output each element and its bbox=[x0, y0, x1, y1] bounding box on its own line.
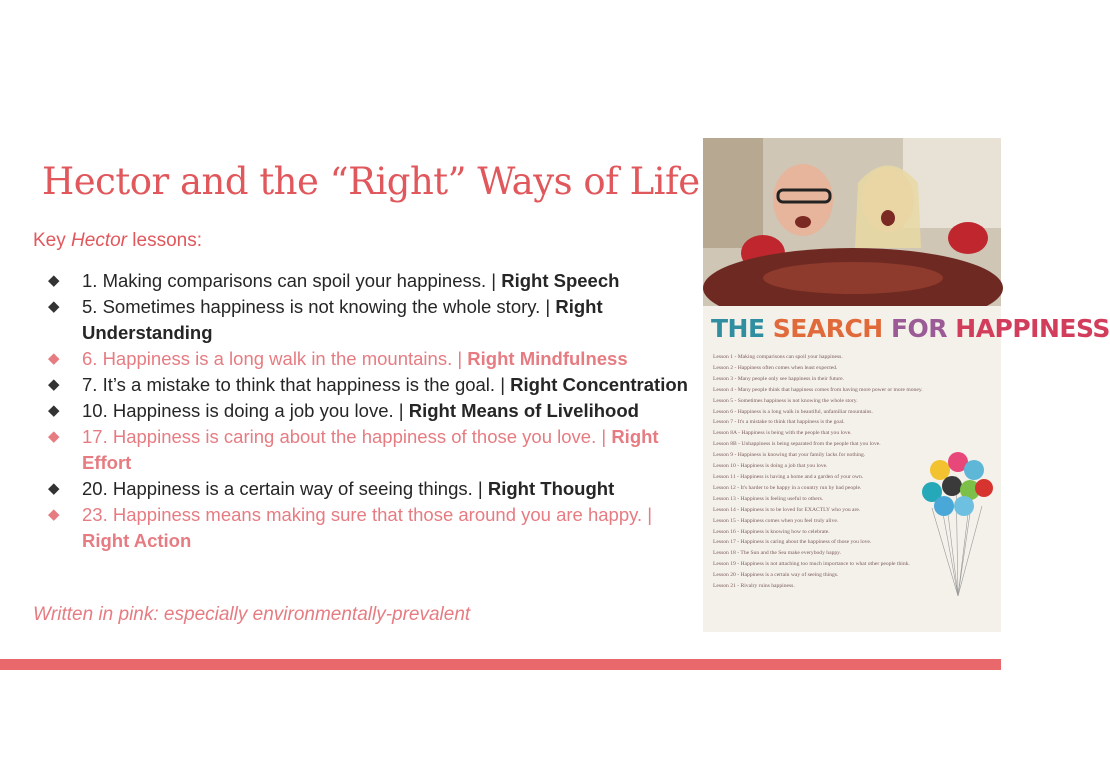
poster-lesson: Lesson 20 - Happiness is a certain way of seeing things. bbox=[713, 572, 839, 579]
movie-still-image bbox=[703, 138, 1001, 306]
movie-still-illustration bbox=[703, 138, 1001, 306]
diamond-bullet-icon: ◆ bbox=[48, 350, 60, 367]
poster-lesson: Lesson 11 - Happiness is having a home and a garden of your own. bbox=[713, 473, 864, 480]
poster-title-word: FOR bbox=[890, 314, 948, 343]
lesson-path: Right Means of Livelihood bbox=[408, 400, 639, 421]
poster-lesson: Lesson 9 - Happiness is knowing that your family lacks for nothing. bbox=[713, 452, 866, 459]
search-for-happiness-poster bbox=[703, 306, 1110, 632]
subtitle-prefix: Key bbox=[33, 230, 72, 251]
lesson-path: Right Action bbox=[82, 530, 192, 551]
lesson-path: Right Speech bbox=[501, 270, 620, 291]
poster-lesson: Lesson 21 - Rivalry ruins happiness. bbox=[713, 583, 795, 590]
poster-lesson: Lesson 16 - Happiness is knowing how to celebrate. bbox=[713, 528, 830, 535]
subtitle-suffix: lessons: bbox=[127, 230, 202, 251]
lesson-text: 17. Happiness is caring about the happiness of those you love. | bbox=[82, 426, 612, 447]
poster-title-word: THE bbox=[711, 314, 765, 343]
lesson-item bbox=[48, 476, 698, 502]
subtitle-italic: Hector bbox=[71, 230, 127, 251]
poster-title-word: SEARCH bbox=[772, 314, 883, 343]
lesson-item bbox=[48, 398, 698, 424]
diamond-bullet-icon: ◆ bbox=[48, 480, 60, 497]
poster-lesson: Lesson 15 - Happiness comes when you feel truly alive. bbox=[713, 517, 839, 524]
lesson-path: Right Understanding bbox=[82, 296, 603, 343]
lesson-path: Right Effort bbox=[82, 426, 659, 473]
poster-lesson: Lesson 7 - It's a mistake to think that happiness is the goal. bbox=[713, 419, 845, 426]
diamond-bullet-icon: ◆ bbox=[48, 376, 60, 393]
accent-bar bbox=[0, 659, 1001, 670]
poster-title-word: HAPPINESS bbox=[955, 314, 1110, 343]
diamond-bullet-icon: ◆ bbox=[48, 402, 60, 419]
poster-lesson: Lesson 2 - Happiness often comes when least expected. bbox=[713, 364, 838, 371]
diamond-bullet-icon: ◆ bbox=[48, 428, 60, 445]
diamond-bullet-icon: ◆ bbox=[48, 272, 60, 289]
poster-lesson: Lesson 18 - The Sun and the Sea make everybody happy. bbox=[713, 550, 842, 557]
lessons-list bbox=[48, 268, 698, 554]
lesson-text: 7. It’s a mistake to think that happiness is the goal. | bbox=[82, 374, 511, 395]
poster-lesson: Lesson 14 - Happiness is to be loved for EXACTLY who you are. bbox=[713, 506, 861, 513]
lesson-item bbox=[48, 268, 698, 294]
key-lessons-heading bbox=[33, 230, 202, 252]
lesson-text: 23. Happiness means making sure that those around you are happy. | bbox=[82, 504, 653, 525]
poster-lesson: Lesson 12 - It's harder to be happy in a country run by bad people. bbox=[713, 484, 862, 491]
poster-title bbox=[711, 314, 1110, 343]
poster-lesson: Lesson 17 - Happiness is caring about the happiness of those you love. bbox=[713, 539, 872, 546]
poster-lesson-list bbox=[713, 352, 923, 592]
poster-lesson: Lesson 19 - Happiness is not attaching too much importance to what other people think. bbox=[713, 561, 910, 568]
lesson-item bbox=[48, 502, 698, 554]
poster-lesson: Lesson 5 - Sometimes happiness is not knowing the whole story. bbox=[713, 397, 858, 404]
poster-lesson: Lesson 13 - Happiness is feeling useful to others. bbox=[713, 495, 824, 502]
lesson-item bbox=[48, 372, 698, 398]
lesson-text: 20. Happiness is a certain way of seeing things. | bbox=[82, 478, 488, 499]
poster-lesson: Lesson 10 - Happiness is doing a job that you love. bbox=[713, 463, 828, 470]
lesson-item bbox=[48, 294, 698, 346]
poster-lesson: Lesson 4 - Many people think that happiness comes from having more power or more money. bbox=[713, 386, 923, 393]
poster-lesson: Lesson 3 - Many people only see happiness in their future. bbox=[713, 375, 844, 382]
poster-lesson: Lesson 1 - Making comparisons can spoil your happiness. bbox=[713, 354, 843, 360]
slide-title: Hector and the “Right” Ways of Life bbox=[42, 160, 700, 203]
balloons-icon bbox=[918, 436, 993, 606]
lesson-text: 10. Happiness is doing a job you love. | bbox=[82, 400, 409, 421]
lesson-item bbox=[48, 346, 698, 372]
footer-note: Written in pink: especially environmentally-prevalent bbox=[33, 604, 471, 625]
poster-lesson: Lesson 8A - Happiness is being with the people that you love. bbox=[713, 430, 852, 437]
lesson-path: Right Thought bbox=[487, 478, 615, 499]
lesson-text: 1. Making comparisons can spoil your happiness. | bbox=[82, 270, 502, 291]
lesson-path: Right Concentration bbox=[510, 374, 688, 395]
lesson-path: Right Mindfulness bbox=[467, 348, 628, 369]
diamond-bullet-icon: ◆ bbox=[48, 298, 60, 315]
poster-lesson: Lesson 8B - Unhappiness is being separated from the people that you love. bbox=[713, 441, 881, 448]
poster-lesson: Lesson 6 - Happiness is a long walk in beautiful, unfamiliar mountains. bbox=[713, 408, 873, 415]
diamond-bullet-icon: ◆ bbox=[48, 506, 60, 523]
lesson-text: 6. Happiness is a long walk in the mountains. | bbox=[82, 348, 468, 369]
lesson-item bbox=[48, 424, 698, 476]
lesson-text: 5. Sometimes happiness is not knowing the whole story. | bbox=[82, 296, 556, 317]
